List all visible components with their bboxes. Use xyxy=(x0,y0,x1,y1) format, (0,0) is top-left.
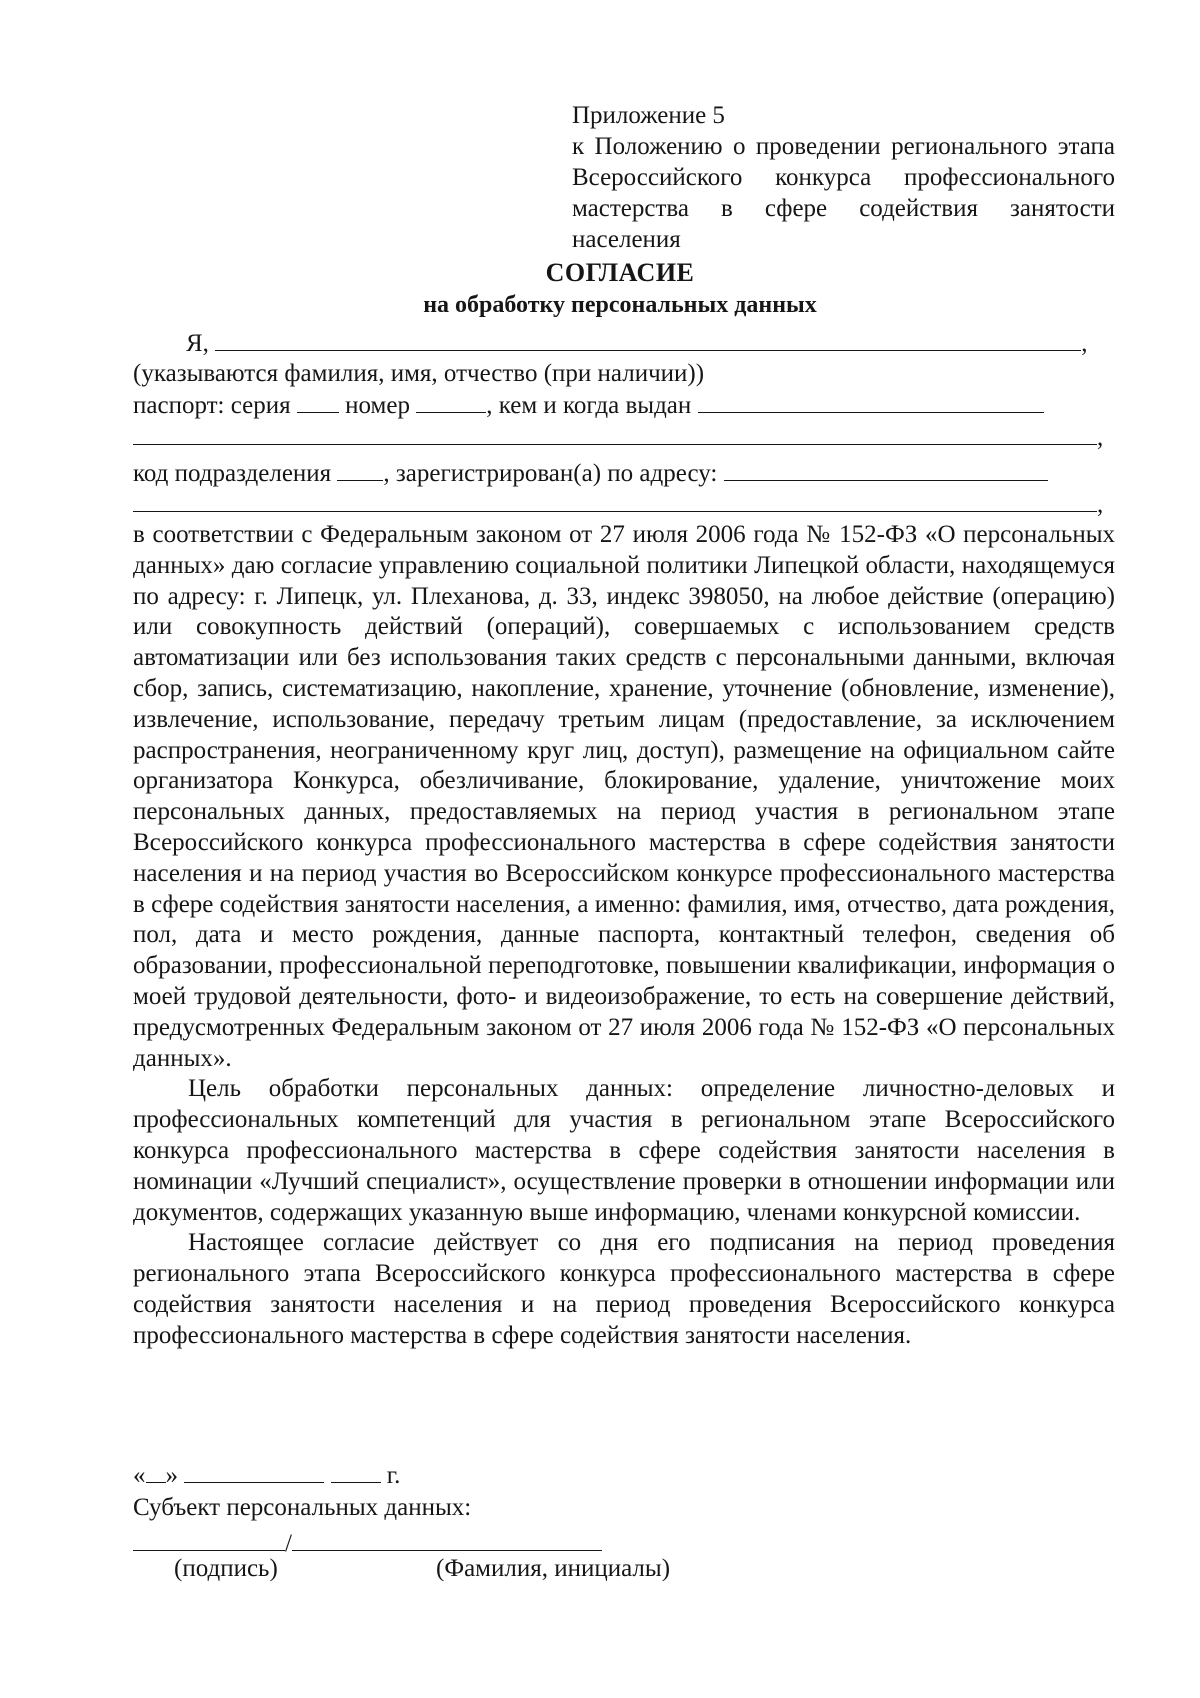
document-subtitle: на обработку персональных данных xyxy=(423,292,817,318)
registered-address-label: , зарегистрирован(а) по адресу: xyxy=(383,460,718,487)
annex-header xyxy=(572,100,1115,255)
date-row xyxy=(133,1460,400,1491)
passport-issued-label: , кем и когда выдан xyxy=(486,392,692,419)
date-open-quote: « xyxy=(133,1462,146,1489)
full-name-row xyxy=(186,328,1087,359)
passport-number-field[interactable] xyxy=(416,390,486,413)
full-name-field[interactable] xyxy=(215,328,1081,351)
annex-reference: к Положению о проведении регионального этапа Всероссийского конкурса профессионального мастерства в сфере содействия занятости населения xyxy=(572,133,1115,253)
passport-issued-field[interactable] xyxy=(698,390,1044,413)
initials-field[interactable] xyxy=(292,1528,602,1551)
subject-label: Субъект персональных данных: xyxy=(133,1494,472,1521)
signature-hint: (подпись) xyxy=(174,1555,278,1582)
consent-paragraph: в соответствии с Федеральным законом от 27 июля 2006 года № 152-ФЗ «О персональных данных» даю согласие управлению социальной политики Липецкой области, находящемуся по адресу: г. Липецк, ул. Плеханова, д. 33, индекс 398050, на любое действие (операцию) или совокупность действий (операций), совершаемых с использованием средств автоматизации или без использования таких средств с персональными данными, включая сбор, запись, систематизацию, накопление, хранение, уточнение (обновление, изменение), извлечение, использование, передачу третьим лицам (предоставление, за исключением распространения, неограниченному круг лиц, доступ), размещение на официальном сайте организатора Конкурса, обезличивание, блокирование, удаление, уничтожение моих персональных данных, предоставляемых на период участия в региональном этапе Всероссийского конкурса профессионального мастерства в сфере содействия занятости населения и на период участия во Всероссийском конкурсе профессионального мастерства в сфере содействия занятости населения, а именно: фамилия, имя, отчество, дата рождения, пол, дата и место рождения, данные паспорта, контактный телефон, сведения об образовании, профессиональной переподготовке, повышении квалификации, информация о моей трудовой деятельности, фото- и видеоизображение, то есть на совершение действий, предусмотренных Федеральным законом от 27 июля 2006 года № 152-ФЗ «О персональных данных». xyxy=(133,521,1115,1072)
registered-address-field-continued[interactable] xyxy=(133,489,1097,512)
day-field[interactable] xyxy=(146,1460,166,1483)
date-close-quote: » xyxy=(165,1462,178,1489)
passport-issued-field-continued[interactable] xyxy=(133,422,1097,445)
passport-series-field[interactable] xyxy=(297,390,339,413)
document-title: СОГЛАСИЕ xyxy=(545,258,695,287)
passport-row xyxy=(133,390,1044,421)
annex-number: Приложение 5 xyxy=(572,102,725,129)
division-code-label: код подразделения xyxy=(133,460,332,487)
address-continued-row xyxy=(133,489,1103,520)
registered-address-field[interactable] xyxy=(724,458,1048,481)
passport-number-label: номер xyxy=(345,392,410,419)
month-field[interactable] xyxy=(184,1460,324,1483)
year-suffix: г. xyxy=(386,1462,401,1489)
passport-series-label: паспорт: серия xyxy=(133,392,291,419)
passport-issued-continued-row xyxy=(133,422,1103,453)
purpose-paragraph: Цель обработки персональных данных: определение личностно-деловых и профессиональных компетенций для участия в региональном этапе Всероссийского конкурса профессионального мастерства в сфере содействия занятости населения в номинации «Лучший специалист», осуществление проверки в отношении информации или документов, содержащих указанную выше информацию, членами конкурсной комиссии. xyxy=(133,1075,1115,1226)
signature-field[interactable] xyxy=(133,1528,285,1551)
comma: , xyxy=(1081,330,1088,357)
initials-hint: (Фамилия, инициалы) xyxy=(436,1555,671,1582)
address-row xyxy=(133,458,1048,489)
year-field[interactable] xyxy=(331,1460,381,1483)
division-code-field[interactable] xyxy=(337,458,383,481)
comma: , xyxy=(1097,424,1104,451)
consent-body xyxy=(133,520,1115,1352)
validity-paragraph: Настоящее согласие действует со дня его подписания на период проведения регионального этапа Всероссийского конкурса профессионального мастерства в сфере содействия занятости населения и на период проведения Всероссийского конкурса профессионального мастерства в сфере содействия занятости населения. xyxy=(133,1229,1115,1349)
comma: , xyxy=(1097,491,1104,518)
full-name-hint: (указываются фамилия, имя, отчество (при наличии)) xyxy=(133,360,705,387)
signature-slash: / xyxy=(285,1530,292,1557)
i-label: Я, xyxy=(186,330,209,357)
